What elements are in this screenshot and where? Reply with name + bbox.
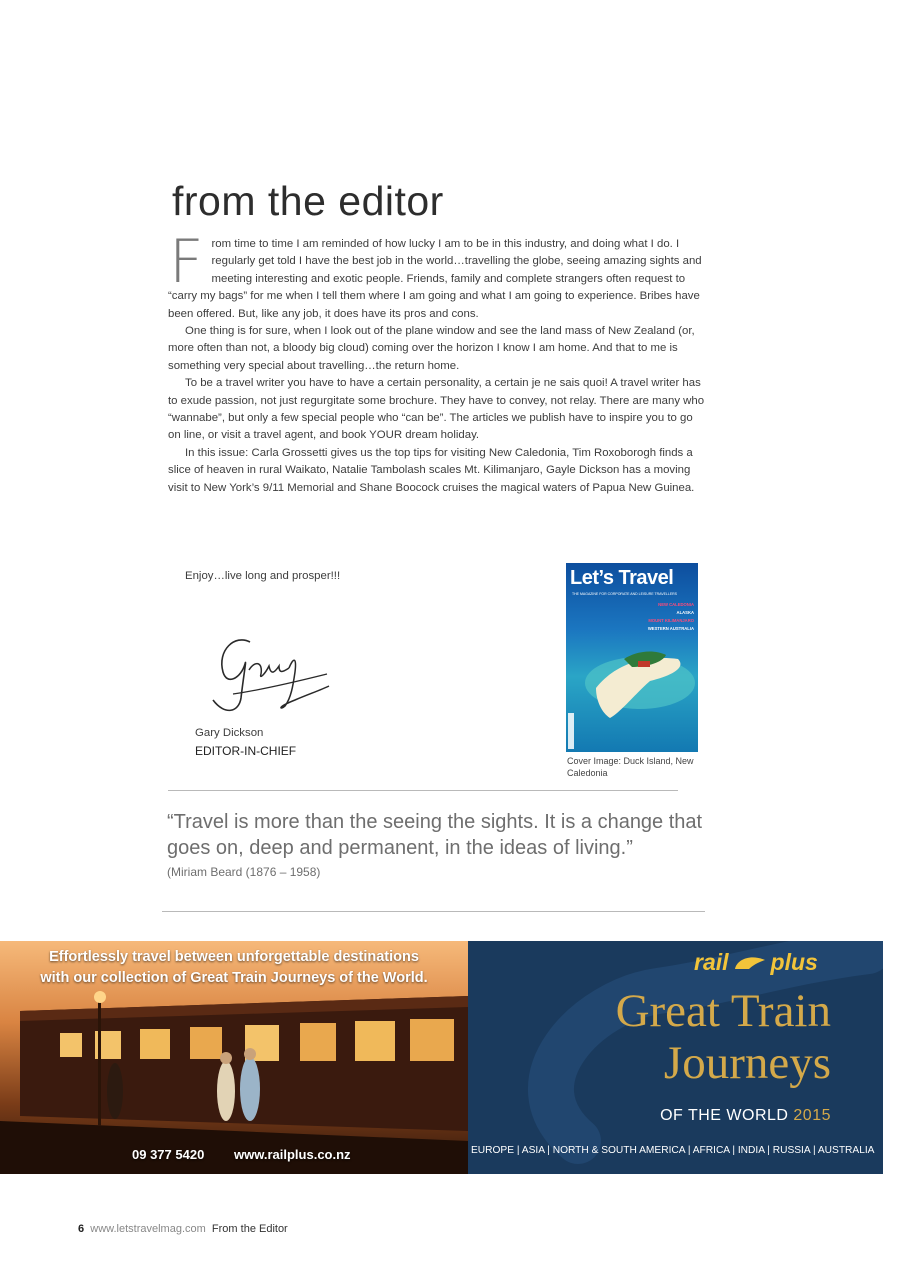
- footer-url[interactable]: www.letstravelmag.com: [90, 1223, 206, 1235]
- signature: [205, 620, 335, 725]
- paragraph-1: From time to time I am reminded of how lucky I am to be in this industry, and doing what I do. I regularly get told I have the best job in the world…travelling the globe, seeing amazing sights and meeting interesting and exotic people. Friends, family and complete strangers often request to “carry my bags” for me when I tell them where I am going and what I am going to experience. Bribes have been offered. But, like any job, it does have its pros and cons.: [168, 227, 702, 320]
- paragraph-3: To be a travel writer you have to have a certain personality, a certain je ne sais quoi! A travel writer has to exude passion, not just regurgitate some brochure. They have to convey, not relay. There are many who “wannabe”, but only a few special people who “can be”. The articles we publish have to inspire you to go on line, or visit a travel agent, and book YOUR dream holiday.: [168, 377, 705, 442]
- page-footer: [78, 1223, 288, 1235]
- railplus-logo: rail plus: [694, 949, 818, 975]
- railplus-train-icon: [733, 954, 767, 972]
- divider-bottom: [162, 911, 705, 912]
- ad-photo-panel: [0, 941, 468, 1174]
- footer-section: From the Editor: [211, 1223, 288, 1235]
- ad-website-link[interactable]: www.railplus.co.nz: [234, 1147, 351, 1162]
- signature-role: EDITOR-IN-CHIEF: [195, 744, 297, 758]
- page-title: from the editor: [172, 178, 444, 224]
- cover-headlines: NEW CALEDONIA ALASKA MOUNT KILIMANJARO WESTERN AUSTRALIA: [647, 602, 694, 631]
- ad-brand-panel: [468, 941, 883, 1174]
- signature-scrawl-icon: [205, 620, 335, 720]
- drop-cap: F: [169, 227, 204, 297]
- paragraph-4: In this issue: Carla Grossetti gives us the top tips for visiting New Caledonia, Tim Roxoborogh finds a slice of heaven in rural Waikato, Natalie Tambolash scales Mt. Kilimanjaro, Gayle Dickson has a moving visit to New York’s 9/11 Memorial and Shane Boocock cruises the magical waters of Papua New Guinea.: [168, 446, 695, 494]
- ad-headline: Effortlessly travel between unforgettable destinations with our collection of Great Train Journeys of the World.: [40, 949, 428, 986]
- signoff: Enjoy…live long and prosper!!!: [185, 570, 341, 582]
- cover-caption: Cover Image: Duck Island, New Caledonia: [567, 756, 694, 778]
- ad-phone[interactable]: 09 377 5420: [132, 1147, 205, 1162]
- paragraph-2: One thing is for sure, when I look out of the plane window and see the land mass of New Zealand (or, more often than not, a bloody big cloud) coming over the horizon I know I am home. And that to me is something very special about travelling…the return home.: [168, 325, 695, 372]
- editorial-body: [168, 227, 705, 497]
- pull-quote: “Travel is more than the seeing the sights. It is a change that goes on, deep and permanent, in the ideas of living.”: [167, 811, 703, 859]
- page-number: 6: [78, 1223, 85, 1235]
- cover-masthead: Let’s Travel: [570, 567, 674, 589]
- ad-subtitle: OF THE WORLD 2015: [660, 1107, 831, 1124]
- cover-island-image: [566, 563, 698, 752]
- ad-regions: EUROPE | ASIA | NORTH & SOUTH AMERICA | AFRICA | INDIA | RUSSIA | AUSTRALIA: [471, 1145, 875, 1156]
- magazine-cover: [566, 563, 698, 752]
- cover-tagline: THE MAGAZINE FOR CORPORATE AND LEISURE TRAVELLERS: [572, 592, 678, 596]
- ad-title: Great Train Journeys: [615, 985, 831, 1089]
- divider-top: [168, 790, 678, 791]
- quote-attribution: (Miriam Beard (1876 – 1958): [167, 865, 321, 879]
- railplus-advert[interactable]: [0, 941, 883, 1174]
- signature-name: Gary Dickson: [195, 727, 264, 739]
